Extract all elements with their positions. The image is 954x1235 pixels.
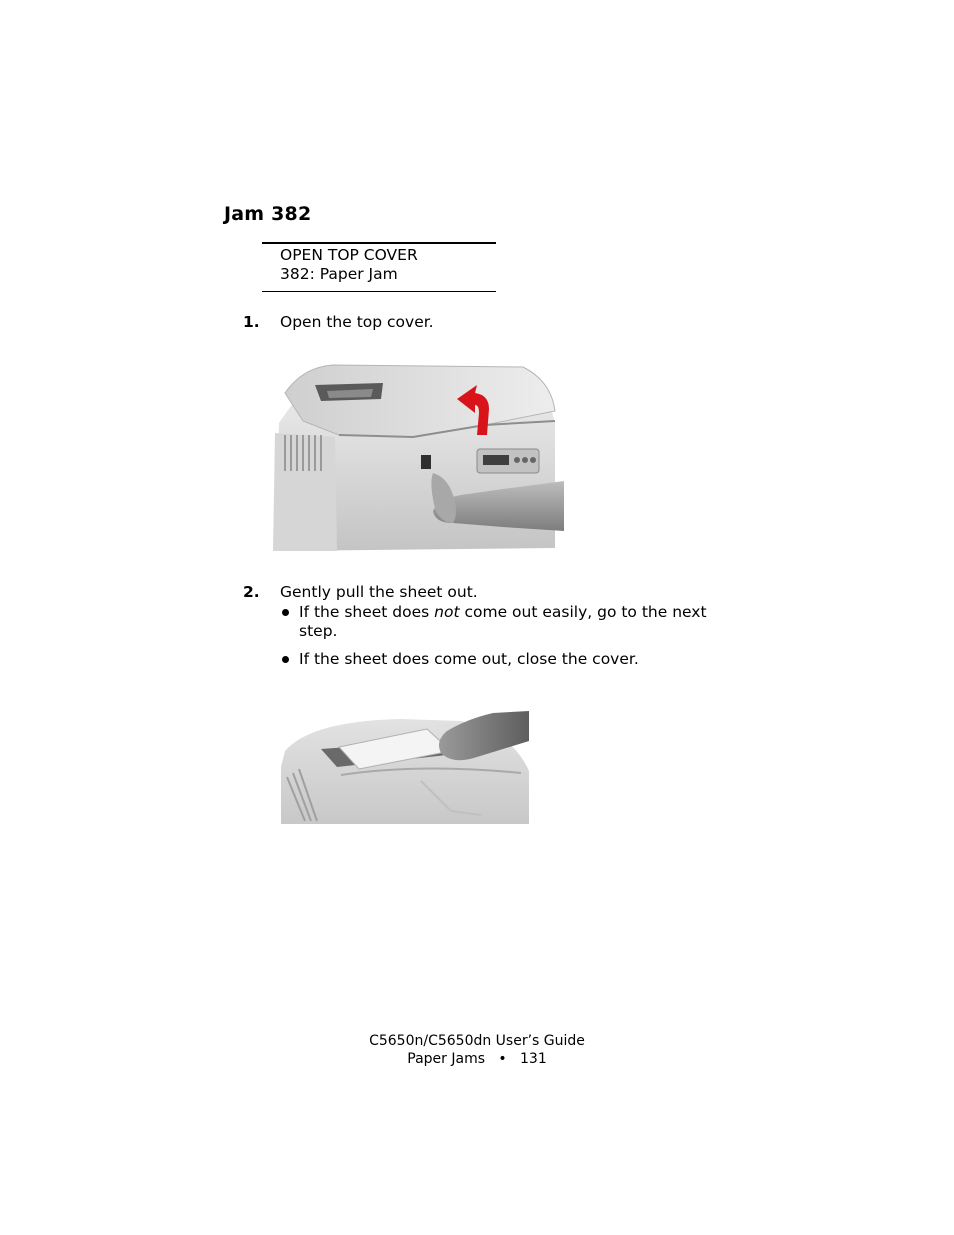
step-1-number: 1. <box>243 313 260 331</box>
footer-section: Paper Jams <box>407 1051 486 1067</box>
bullet-1-emphasis: not <box>434 603 460 621</box>
panel-message-box <box>262 242 496 292</box>
sheet-removal-illustration <box>281 711 529 824</box>
footer-guide-title: C5650n/C5650dn User’s Guide <box>369 1033 585 1049</box>
footer-page-info <box>0 1051 954 1067</box>
bullet-dot <box>282 609 289 616</box>
panel-message-line-2: 382: Paper Jam <box>280 265 398 283</box>
bullet-dot <box>282 656 289 663</box>
printer-open-cover-illustration <box>263 363 564 554</box>
bullet-1-text-end: come out easily, go to the next step. <box>299 603 707 640</box>
step-1-text: Open the top cover. <box>280 313 434 331</box>
page-number: 131 <box>520 1051 547 1067</box>
footer-separator: • <box>498 1051 507 1067</box>
bullet-comes-out: If the sheet does come out, close the cover. <box>299 650 639 668</box>
step-2-number: 2. <box>243 583 260 601</box>
bullet-not-come-out <box>299 603 739 641</box>
bullet-1-text-start: If the sheet does <box>299 603 435 621</box>
open-top-cover-photo <box>263 363 564 554</box>
panel-message-line-1: OPEN TOP COVER <box>280 246 418 264</box>
pull-sheet-out-photo <box>281 711 529 824</box>
section-heading: Jam 382 <box>224 203 312 225</box>
step-2-text: Gently pull the sheet out. <box>280 583 478 601</box>
